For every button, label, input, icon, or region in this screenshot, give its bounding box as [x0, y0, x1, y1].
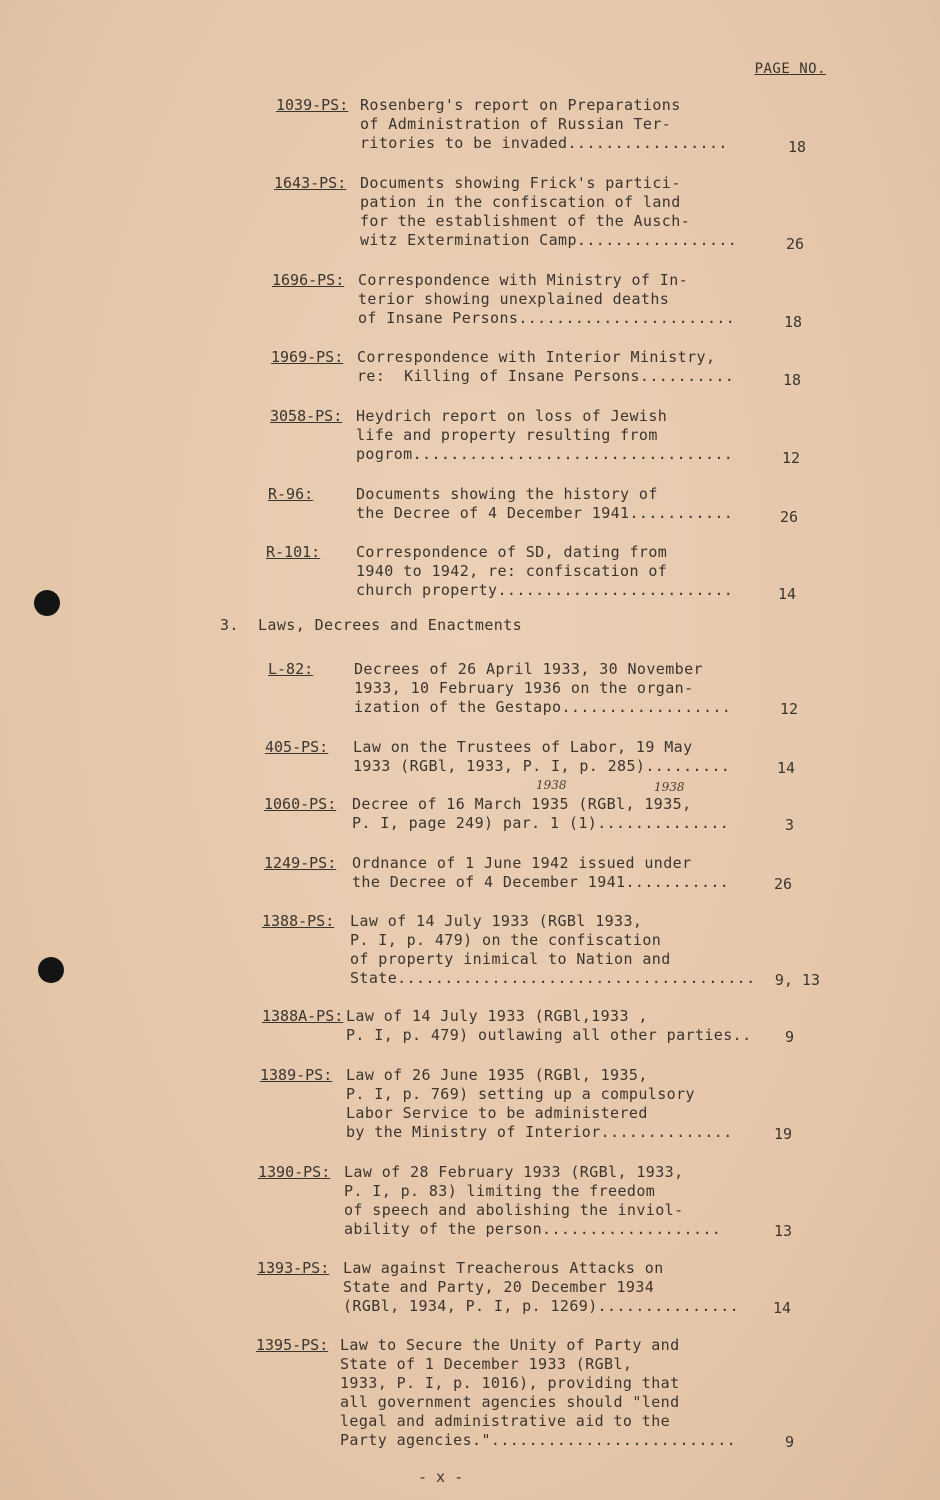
page-number: 14 — [776, 759, 795, 777]
document-description: Documents showing the history of the Decree of 4 December 1941........... — [356, 485, 734, 522]
document-description: Heydrich report on loss of Jewish life and property resulting from pogrom.................................. — [356, 407, 734, 463]
page-footer: - x - — [418, 1468, 464, 1486]
page-number: 18 — [782, 371, 801, 389]
handwritten-correction: 1938 — [654, 780, 685, 794]
document-code: 405-PS: — [265, 738, 329, 756]
document-code: 1643-PS: — [274, 174, 347, 192]
document-description: Law against Treacherous Attacks on State and Party, 20 December 1934 (RGBl, 1934, P. I, p. 1269)............... — [343, 1259, 740, 1315]
document-code: R-101: — [266, 543, 321, 561]
document-code: 1249-PS: — [264, 854, 337, 872]
document-description: Decrees of 26 April 1933, 30 November 1933, 10 February 1936 on the organ- ization of the Gestapo.................. — [354, 660, 732, 716]
document-description: Decree of 16 March 1935 (RGBl, 1935, P. I, page 249) par. 1 (1).............. — [352, 795, 730, 832]
document-code: 1696-PS: — [272, 271, 345, 289]
document-code: 1393-PS: — [257, 1259, 330, 1277]
document-code: 1060-PS: — [264, 795, 337, 813]
punch-hole-top — [34, 590, 60, 616]
page-number: 18 — [787, 138, 806, 156]
page-number: 14 — [772, 1299, 791, 1317]
document-description: Correspondence with Interior Ministry, re: Killing of Insane Persons.......... — [357, 348, 735, 385]
page-number: 26 — [773, 875, 792, 893]
document-code: 1388-PS: — [262, 912, 335, 930]
document-code: 3058-PS: — [270, 407, 343, 425]
page-number: 9 — [784, 1433, 794, 1451]
document-code: 1388A-PS: — [262, 1007, 344, 1025]
document-description: Documents showing Frick's partici- pation in the confiscation of land for the establishment of the Ausch- witz Extermination Camp................. — [360, 174, 738, 249]
section-title: Laws, Decrees and Enactments — [258, 616, 523, 634]
document-description: Law of 26 June 1935 (RGBl, 1935, P. I, p. 769) setting up a compulsory Labor Service to be administered by the Ministry of Interior.............. — [346, 1066, 733, 1141]
document-description: Rosenberg's report on Preparations of Administration of Russian Ter- ritories to be invaded................. — [360, 96, 728, 152]
page-number: 12 — [779, 700, 798, 718]
page-number: 19 — [773, 1125, 792, 1143]
document-description: Law of 14 July 1933 (RGBl 1933, P. I, p. 479) on the confiscation of property inimical to Nation and State...................................... — [350, 912, 756, 987]
document-description: Correspondence with Ministry of In- terior showing unexplained deaths of Insane Persons....................... — [358, 271, 736, 327]
document-description: Law of 14 July 1933 (RGBl,1933 , P. I, p. 479) outlawing all other parties.. — [346, 1007, 752, 1044]
page-number: 13 — [773, 1222, 792, 1240]
page-number: 9, 13 — [774, 971, 820, 989]
document-code: R-96: — [268, 485, 314, 503]
page-number: 26 — [785, 235, 804, 253]
page-number: 3 — [784, 816, 794, 834]
document-code: L-82: — [268, 660, 314, 678]
page-number: 9 — [784, 1028, 794, 1046]
document-code: 1039-PS: — [276, 96, 349, 114]
document-code: 1390-PS: — [258, 1163, 331, 1181]
section-number: 3. — [220, 616, 239, 634]
section-heading — [220, 616, 522, 634]
page-number: 12 — [781, 449, 800, 467]
page-number: 14 — [777, 585, 796, 603]
handwritten-correction: 1938 — [536, 778, 567, 792]
document-description: Law on the Trustees of Labor, 19 May 1933 (RGBl, 1933, P. I, p. 285)......... — [353, 738, 731, 775]
document-description: Law to Secure the Unity of Party and State of 1 December 1933 (RGBl, 1933, P. I, p. 1016), providing that all government agencies should "lend legal and administrative aid to the Party agencies.".......................... — [340, 1336, 737, 1449]
document-code: 1395-PS: — [256, 1336, 329, 1354]
document-code: 1389-PS: — [260, 1066, 333, 1084]
punch-hole-bottom — [38, 957, 64, 983]
document-description: Correspondence of SD, dating from 1940 to 1942, re: confiscation of church property......................... — [356, 543, 734, 599]
page-number: 26 — [779, 508, 798, 526]
document-code: 1969-PS: — [271, 348, 344, 366]
page-no-header: PAGE NO. — [754, 61, 826, 77]
document-description: Law of 28 February 1933 (RGBl, 1933, P. I, p. 83) limiting the freedom of speech and abolishing the inviol- ability of the person................... — [344, 1163, 722, 1238]
page-number: 18 — [783, 313, 802, 331]
document-description: Ordnance of 1 June 1942 issued under the Decree of 4 December 1941........... — [352, 854, 730, 891]
